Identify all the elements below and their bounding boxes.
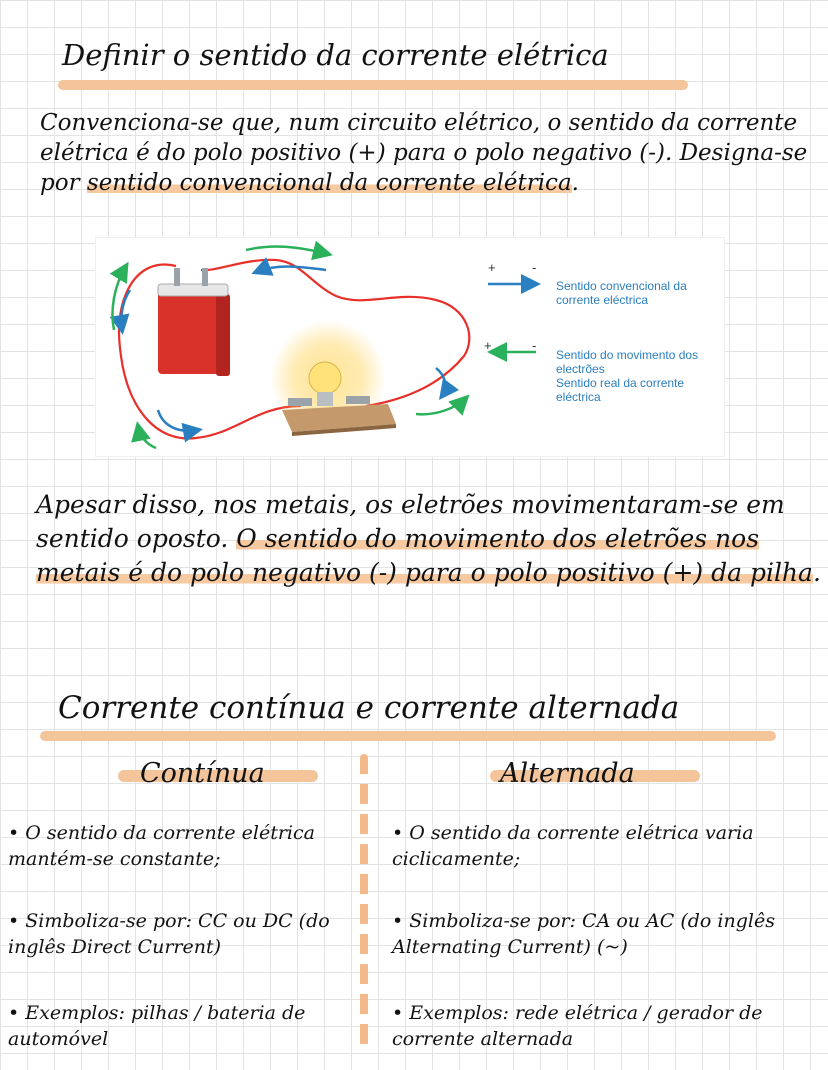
- circuit-diagram: [96, 238, 724, 456]
- list-item-text: Simboliza-se por: CC ou DC (do inglês Direct Current): [8, 910, 330, 958]
- list-item-right-1: [392, 820, 822, 872]
- legend-electrons-text: Sentido do movimento dos electrões: [556, 348, 699, 376]
- list-item-text: Simboliza-se por: CA ou AC (do inglês Alternating Current) (~): [392, 910, 775, 958]
- bullet: •: [392, 910, 410, 932]
- electron-arrow-right: [416, 398, 466, 414]
- list-item-text: O sentido da corrente elétrica varia ciclicamente;: [392, 822, 754, 870]
- conventional-arrow-left: [121, 290, 130, 330]
- legend-real-current-text: Sentido real da corrente eléctrica: [556, 376, 685, 404]
- list-item-right-2: [392, 908, 822, 960]
- bullet: •: [8, 1002, 26, 1024]
- title-highlight: [40, 731, 776, 741]
- highlighted-sentence: O sentido do movimento dos eletrões nos metais é do polo negativo (-) para o polo positivo (+) da pilha: [36, 524, 813, 587]
- conventional-arrow-right: [436, 368, 445, 396]
- legend-conventional-text: Sentido convencional da corrente eléctrica: [556, 279, 687, 307]
- highlighted-term: sentido convencional da corrente elétrica: [86, 170, 572, 196]
- conventional-arrow-bottom: [158, 410, 198, 431]
- list-item-text: Exemplos: rede elétrica / gerador de corrente alternada: [392, 1002, 763, 1050]
- list-item-right-3: [392, 1000, 822, 1052]
- paragraph-text: Apesar disso, nos metais, os eletrões movimentaram-se em sentido oposto.: [36, 490, 785, 553]
- list-item-text: O sentido da corrente elétrica mantém-se constante;: [8, 822, 315, 870]
- electron-arrow-bottom: [138, 426, 156, 448]
- paragraph-end: .: [812, 558, 821, 587]
- title-highlight: [58, 80, 688, 90]
- column-title-alternada: Alternada: [500, 758, 635, 789]
- legend-conventional: [556, 279, 716, 307]
- paragraph-end: .: [571, 170, 579, 196]
- legend-electrons: [556, 348, 726, 404]
- paragraph-electrons: [36, 488, 826, 590]
- list-item-text: Exemplos: pilhas / bateria de automóvel: [8, 1002, 306, 1050]
- circuit-figure: [96, 238, 724, 456]
- column-title-continua: Contínua: [140, 758, 265, 789]
- list-item-left-2: [8, 908, 368, 960]
- paragraph-convention: [40, 108, 825, 198]
- paragraph-text: Convenciona-se que, num circuito elétrico, o sentido da corrente elétrica é do polo positivo (+) para o polo negativo (-). Designa-se por: [40, 110, 808, 196]
- conventional-arrow-top: [256, 267, 326, 273]
- list-item-left-3: [8, 1000, 368, 1052]
- section-title-current-direction: Definir o sentido da corrente elétrica: [62, 38, 609, 72]
- bullet: •: [8, 822, 26, 844]
- electron-arrow-top: [246, 247, 328, 254]
- legend-plus-2: +: [484, 338, 492, 353]
- section-title-dc-ac: Corrente contínua e corrente alternada: [58, 690, 680, 726]
- battery: [158, 268, 230, 376]
- bullet: •: [392, 822, 410, 844]
- list-item-left-1: [8, 820, 368, 872]
- bullet: •: [392, 1002, 410, 1024]
- legend-minus-1: -: [532, 260, 537, 275]
- bullet: •: [8, 910, 26, 932]
- legend-plus-1: +: [488, 260, 496, 275]
- legend-minus-2: -: [532, 338, 537, 353]
